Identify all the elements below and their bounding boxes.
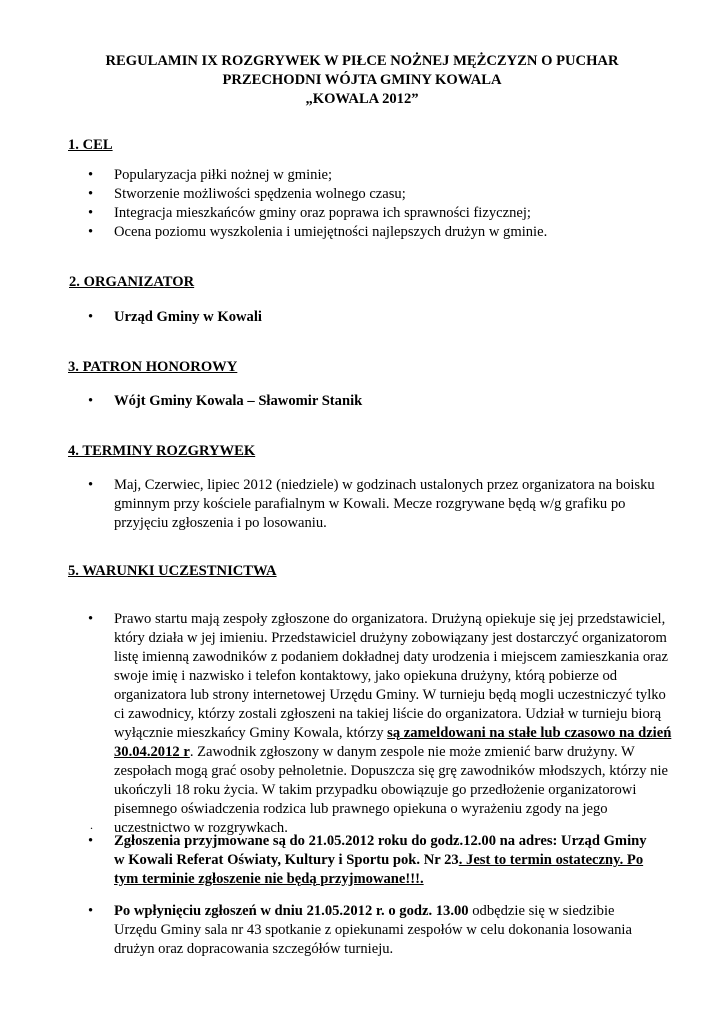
text-line: który działa w jej imieniu. Przedstawiciel drużyny zobowiązany jest dostarczyć organizatorom [114, 630, 667, 646]
text-line [114, 724, 674, 743]
text-line: uczestnictwo w rozgrywkach. [114, 820, 288, 836]
organizator-list [0, 308, 724, 327]
text-line: ukończyli 18 roku życia. W takim przypadku obowiązuje go przedłożenie organizatorowi [114, 782, 637, 798]
list-item [0, 832, 724, 889]
text-line: tym terminie zgłoszenie nie będą przyjmowane!!!. [114, 871, 424, 887]
stray-dot: . [90, 818, 93, 832]
bullet-icon: • [88, 903, 94, 919]
section-heading-organizator: 2. ORGANIZATOR [69, 274, 195, 290]
title-line-3: „KOWALA 2012” [305, 91, 419, 107]
title-line-1: REGULAMIN IX ROZGRYWEK W PIŁCE NOŻNEJ MĘŻCZYZN O PUCHAR [105, 53, 619, 69]
list-item [0, 204, 724, 223]
text-run: wyłącznie mieszkańcy Gminy Kowala, którzy [114, 725, 388, 741]
list-item [0, 392, 724, 411]
cel-list [0, 166, 724, 242]
bullet-icon: • [88, 611, 94, 627]
terminy-list [0, 476, 724, 533]
bullet-icon: • [88, 309, 94, 325]
text-run: odbędzie się w siedzibie [468, 903, 615, 919]
zgloszenia-list [0, 832, 724, 889]
bullet-icon: • [88, 393, 94, 409]
patron-list [0, 392, 724, 411]
list-item-text: Integracja mieszkańców gminy oraz poprawa ich sprawności fizycznej; [114, 205, 531, 221]
text-line: drużyn oraz dopracowania szczegółów turnieju. [114, 941, 394, 957]
text-line: pisemnego oświadczenia rodzica lub prawnego opiekuna o wyrażeniu zgody na jego [114, 801, 608, 817]
text-line: listę imienną zawodników z podaniem dokładnej daty urodzenia i miejscem zamieszkania oraz [114, 649, 668, 665]
text-line: gminnym przy kościele parafialnym w Kowali. Mecze rozgrywane będą w/g grafiku po [114, 496, 626, 512]
text-line [114, 851, 674, 870]
list-item-text: Wójt Gminy Kowala – Sławomir Stanik [114, 393, 363, 409]
title-line-2: PRZECHODNI WÓJTA GMINY KOWALA [222, 72, 502, 88]
list-item-text [114, 610, 674, 838]
list-item [0, 308, 724, 327]
text-line [114, 902, 674, 921]
list-item [0, 185, 724, 204]
document-title [60, 52, 664, 109]
text-line: Zgłoszenia przyjmowane są do 21.05.2012 roku do godz.12.00 na adres: Urząd Gminy [114, 833, 647, 849]
bullet-icon: • [88, 477, 94, 493]
text-line: Maj, Czerwiec, lipiec 2012 (niedziele) w godzinach ustalonych przez organizatora na boisku [114, 477, 655, 493]
text-line: swoje imię i nazwisko i telefon kontaktowy, jako opiekuna drużyny, którą pobierze od [114, 668, 618, 684]
section-heading-warunki: 5. WARUNKI UCZESTNICTWA [68, 563, 277, 579]
list-item-text [114, 476, 674, 533]
section-heading-terminy: 4. TERMINY ROZGRYWEK [68, 443, 256, 459]
list-item-text [114, 832, 674, 889]
text-line: Urzędu Gminy sala nr 43 spotkanie z opiekunami zespołów w celu dokonania losowania [114, 922, 632, 938]
list-item-text: Ocena poziomu wyszkolenia i umiejętności najlepszych drużyn w gminie. [114, 224, 548, 240]
text-run: . Zawodnik zgłoszony w danym zespole nie może zmienić barw drużyny. W [189, 744, 635, 760]
bullet-icon: • [88, 833, 94, 849]
list-item-text: Urząd Gminy w Kowali [114, 309, 262, 325]
list-item [0, 223, 724, 242]
section-heading-patron: 3. PATRON HONOROWY [68, 359, 238, 375]
list-item-text: Popularyzacja piłki nożnej w gminie; [114, 167, 333, 183]
text-line [114, 743, 674, 762]
bullet-icon: • [88, 205, 94, 221]
text-line: organizatora lub strony internetowej Urzędu Gminy. W turnieju będą mogli uczestniczyć tylko [114, 687, 666, 703]
list-item [0, 166, 724, 185]
emphasis-run: są zameldowani na stałe lub czasowo na dzień [387, 725, 672, 741]
emphasis-run: Po wpłynięciu zgłoszeń w dniu 21.05.2012 r. o godz. 13.00 [114, 903, 469, 919]
list-item [0, 610, 724, 838]
text-run: w Kowali Referat Oświaty, Kultury i Sportu pok. Nr 23 [114, 852, 459, 868]
text-line: zespołach mogą grać osoby pełnoletnie. Dopuszcza się grę zawodników młodszych, którzy nie [114, 763, 668, 779]
list-item [0, 476, 724, 533]
bullet-icon: • [88, 186, 94, 202]
losowanie-list [0, 902, 724, 959]
text-line: Prawo startu mają zespoły zgłoszone do organizatora. Drużyną opiekuje się jej przedstawiciel, [114, 611, 666, 627]
emphasis-run: . Jest to termin ostateczny. Po [458, 852, 644, 868]
text-line: ci zawodnicy, którzy zostali zgłoszeni na takiej liście do organizatora. Udział w turnieju biorą [114, 706, 662, 722]
text-line: przyjęciu zgłoszenia i po losowaniu. [114, 515, 327, 531]
bullet-icon: • [88, 167, 94, 183]
emphasis-run: 30.04.2012 r [114, 744, 190, 760]
warunki-list [0, 610, 724, 838]
list-item [0, 902, 724, 959]
section-heading-cel: 1. CEL [68, 137, 113, 153]
list-item-text [114, 902, 674, 959]
list-item-text: Stworzenie możliwości spędzenia wolnego czasu; [114, 186, 406, 202]
bullet-icon: • [88, 224, 94, 240]
